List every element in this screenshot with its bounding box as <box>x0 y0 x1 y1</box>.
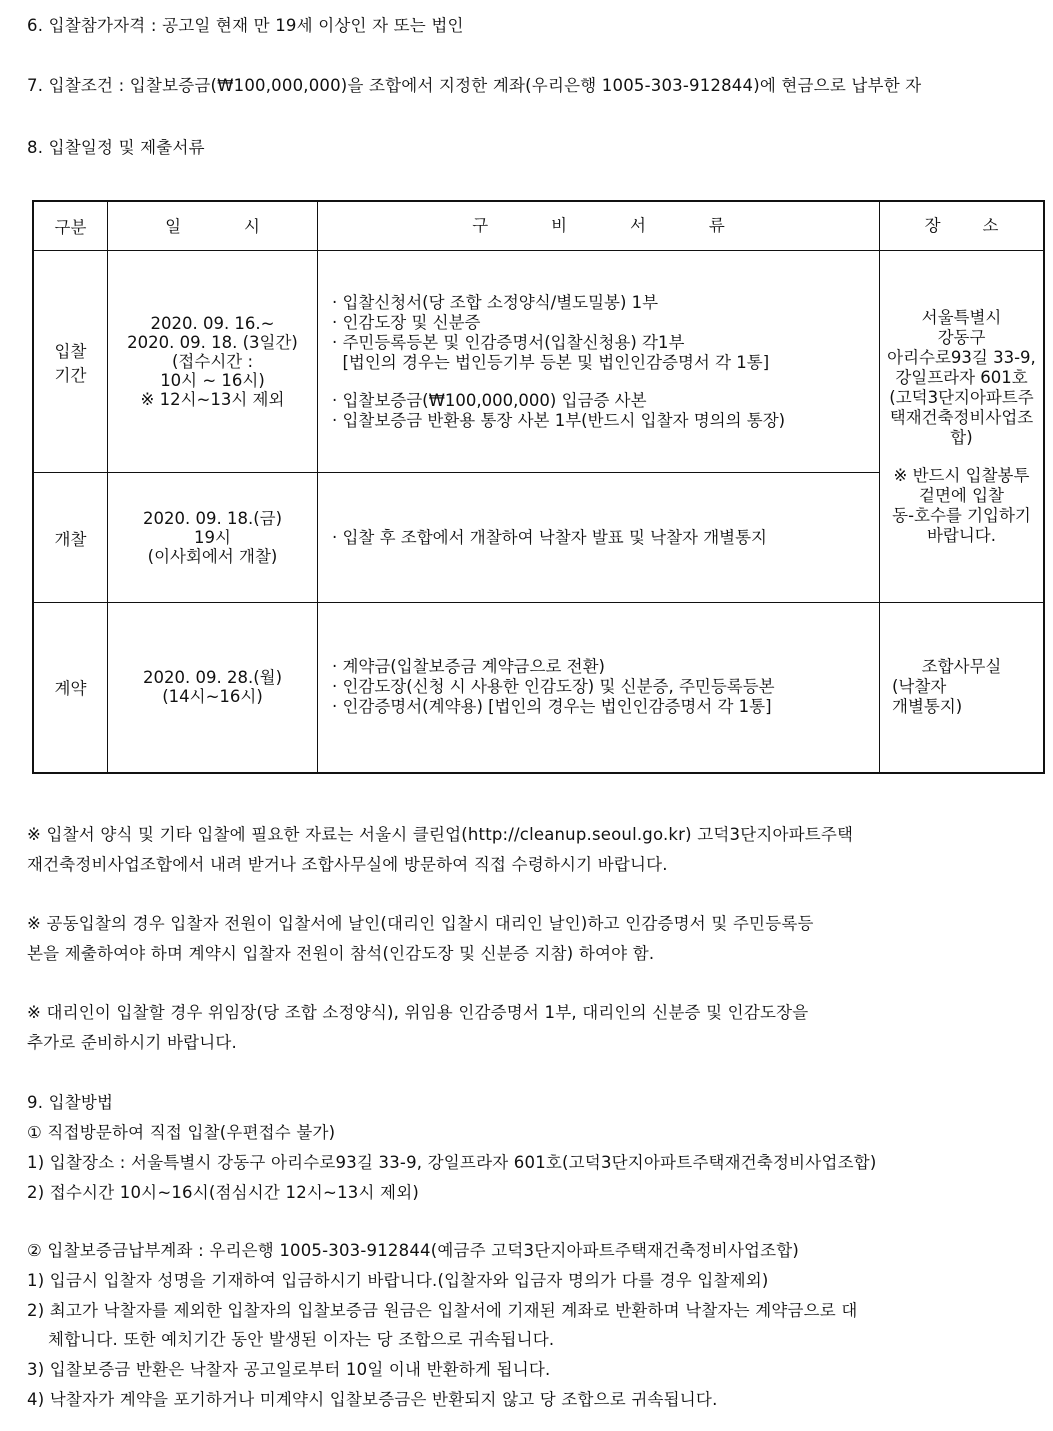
section-9-sub2: ② 입찰보증금납부계좌 : 우리은행 1005-303-912844(예금주 고덕3단지아파트주택재건축정비사업조합) <box>27 1241 800 1260</box>
header-datetime: 일 시 <box>108 201 318 251</box>
row-place-contract: 조합사무실 (낙찰자 개별통지) <box>880 603 1045 773</box>
row-date-opening: 2020. 09. 18.(금) 19시 (이사회에서 개찰) <box>108 473 318 603</box>
section-9-sub2-item-2-cont: 체합니다. 또한 예치기간 동안 발생된 이자는 당 조합으로 귀속됩니다. <box>48 1330 555 1349</box>
row-label-contract: 계약 <box>33 603 108 773</box>
section-9-sub2-item-2: 2) 최고가 낙찰자를 제외한 입찰자의 입찰보증금 원금은 입찰서에 기재된 계좌로 반환하며 낙찰자는 계약금으로 대 <box>27 1301 858 1320</box>
section-9-sub2-item-3: 3) 입찰보증금 반환은 낙찰자 공고일로부터 10일 이내 반환하게 됩니다. <box>27 1360 551 1379</box>
row-label-opening: 개찰 <box>33 473 108 603</box>
section-9-title: 9. 입찰방법 <box>27 1093 114 1112</box>
header-category: 구분 <box>33 201 108 251</box>
table-row-contract <box>33 603 1044 773</box>
note-2-line-2: 본을 제출하여야 하며 계약시 입찰자 전원이 참석(인감도장 및 신분증 지참) 하여야 함. <box>27 944 655 963</box>
row-label-bidding: 입찰 기간 <box>33 251 108 473</box>
section-9-sub2-item-4: 4) 낙찰자가 계약을 포기하거나 미계약시 입찰보증금은 반환되지 않고 당 조합으로 귀속됩니다. <box>27 1390 718 1409</box>
section-9-sub2-item-1: 1) 입금시 입찰자 성명을 기재하여 입금하시기 바랍니다.(입찰자와 입금자 명의가 다를 경우 입찰제외) <box>27 1271 769 1290</box>
section-9-sub1: ① 직접방문하여 직접 입찰(우편접수 불가) <box>27 1123 336 1142</box>
schedule-table <box>32 200 1045 774</box>
note-2-line-1: ※ 공동입찰의 경우 입찰자 전원이 입찰서에 날인(대리인 입찰시 대리인 날인)하고 인감증명서 및 주민등록등 <box>27 914 814 933</box>
note-3-line-1: ※ 대리인이 입찰할 경우 위임장(당 조합 소정양식), 위임용 인감증명서 1부, 대리인의 신분증 및 인감도장을 <box>27 1003 809 1022</box>
section-7-conditions: 7. 입찰조건 : 입찰보증금(₩100,000,000)을 조합에서 지정한 계좌(우리은행 1005-303-912844)에 현금으로 납부한 자 <box>27 76 922 95</box>
header-documents: 구 비 서 류 <box>318 201 880 251</box>
note-1-line-1: ※ 입찰서 양식 및 기타 입찰에 필요한 자료는 서울시 클린업(http://cleanup.seoul.go.kr) 고덕3단지아파트주택 <box>27 825 854 844</box>
place-merged-cell: 서울특별시 강동구 아리수로93길 33-9, 강일프라자 601호 (고덕3단지아파트주 택재건축정비사업조 합) ※ 반드시 입찰봉투 겉면에 입찰 동-호수를 기입하기 바랍니다. <box>880 251 1045 603</box>
section-8-schedule-title: 8. 입찰일정 및 제출서류 <box>27 138 205 157</box>
note-1-line-2: 재건축정비사업조합에서 내려 받거나 조합사무실에 방문하여 직접 수령하시기 바랍니다. <box>27 855 668 874</box>
note-3-line-2: 추가로 준비하시기 바랍니다. <box>27 1033 238 1052</box>
row-docs-contract: · 계약금(입찰보증금 계약금으로 전환) · 인감도장(신청 시 사용한 인감도장) 및 신분증, 주민등록등본 · 인감증명서(계약용) [법인의 경우는 법인인감증명서 각 1통] <box>318 603 880 773</box>
section-9-sub1-item-2: 2) 접수시간 10시~16시(점심시간 12시~13시 제외) <box>27 1183 419 1202</box>
row-docs-opening: · 입찰 후 조합에서 개찰하여 낙찰자 발표 및 낙찰자 개별통지 <box>318 473 880 603</box>
row-date-contract: 2020. 09. 28.(월) (14시~16시) <box>108 603 318 773</box>
section-9-sub1-item-1: 1) 입찰장소 : 서울특별시 강동구 아리수로93길 33-9, 강일프라자 601호(고덕3단지아파트주택재건축정비사업조합) <box>27 1153 877 1172</box>
row-docs-bidding: · 입찰신청서(당 조합 소정양식/별도밀봉) 1부 · 인감도장 및 신분증 · 주민등록등본 및 인감증명서(입찰신청용) 각1부 [법인의 경우는 법인등기부 등본 및 법인인감증명서 각 1통] · 입찰보증금(₩100,000,000) 입금증 사본 · 입찰보증금 반환용 통장 사본 1부(반드시 입찰자 명의의 통장) <box>318 251 880 473</box>
header-place: 장 소 <box>880 201 1045 251</box>
table-header-row <box>33 201 1044 251</box>
table-row-bidding-period <box>33 251 1044 473</box>
row-date-bidding: 2020. 09. 16.~ 2020. 09. 18. (3일간) (접수시간 : 10시 ~ 16시) ※ 12시~13시 제외 <box>108 251 318 473</box>
section-6-eligibility: 6. 입찰참가자격 : 공고일 현재 만 19세 이상인 자 또는 법인 <box>27 16 464 35</box>
